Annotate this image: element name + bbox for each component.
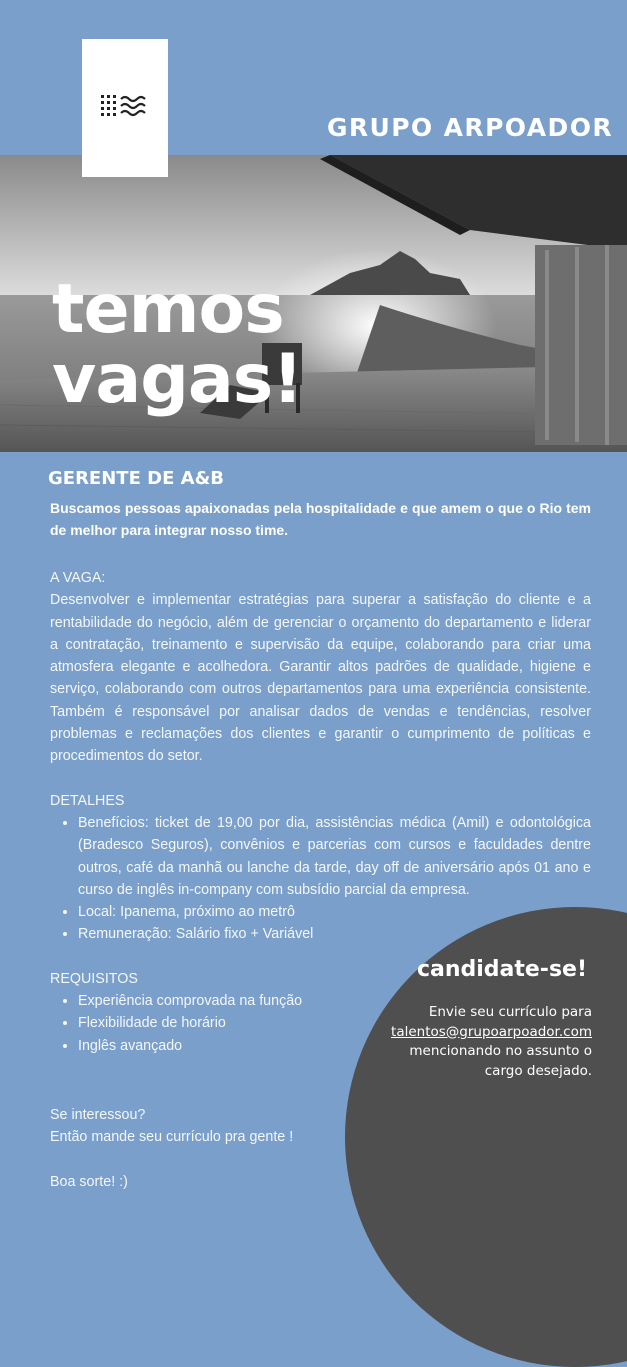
list-item: • Experiência comprovada na função [78, 990, 328, 1012]
list-item: • Local: Ipanema, próximo ao metrô [78, 901, 318, 923]
detalhes-label: DETALHES [50, 792, 125, 809]
cta-line-1: Envie seu currículo para [428, 1004, 592, 1020]
cta-title: candidate-se! [416, 957, 587, 982]
closing-line-1: Se interessou? [50, 1107, 146, 1123]
hero-line-1: temos [52, 270, 284, 349]
closing-line-2: Então mande seu currículo pra gente ! [50, 1129, 294, 1146]
job-intro: Buscamos pessoas apaixonadas pela hospitalidade e que amem o que o Rio tem de melhor para integrar nosso time. [50, 500, 591, 538]
requisitos-label: REQUISITOS [50, 970, 138, 987]
list-item: • Remuneração: Salário fixo + Variável [78, 923, 338, 945]
hero-line-2: vagas! [52, 340, 303, 419]
closing-line-3: Boa sorte! :) [50, 1173, 128, 1190]
job-title: GERENTE DE A&B [48, 468, 224, 489]
cta-text [362, 1003, 592, 1081]
list-item: • Benefícios: ticket de 19,00 por dia, assistências médica (Amil) e odontológica (Bradesco Seguros), convênios e parcerias com cursos e faculdades dentre outros, café da manhã ou lanche da tarde, day off de aniversário após 01 ano e curso de inglês in-company com subsídio parcial da empresa. [78, 812, 591, 901]
list-item: • Inglês avançado [78, 1035, 328, 1057]
hero-headline [52, 270, 303, 419]
vaga-label: A VAGA: [50, 570, 106, 586]
grid-waves-logo-icon [101, 95, 149, 122]
cta-line-3: cargo desejado. [484, 1062, 592, 1079]
cta-line-2: mencionando no assunto o [409, 1043, 592, 1059]
list-item: • Flexibilidade de horário [78, 1012, 328, 1034]
email-link[interactable]: talentos@grupoarpoador.com [391, 1023, 592, 1040]
vaga-text: Desenvolver e implementar estratégias para superar a satisfação do cliente e a rentabilidade do negócio, além de gerenciar o orçamento do departamento e liderar a contratação, treinamento e supervisão da equipe, colaborando para criar uma atmosfera elegante e acolhedora. Garantir altos padrões de qualidade, higiene e serviço, colaborando com outros departamentos para uma experiência consistente. Também é responsável por analisar dados de vendas e tendências, resolver problemas e reclamações dos clientes e garantir o cumprimento de políticas e procedimentos do setor. [50, 592, 591, 765]
brand-name: GRUPO ARPOADOR [326, 113, 613, 142]
logo [82, 39, 168, 177]
closing-text [50, 1104, 293, 1193]
